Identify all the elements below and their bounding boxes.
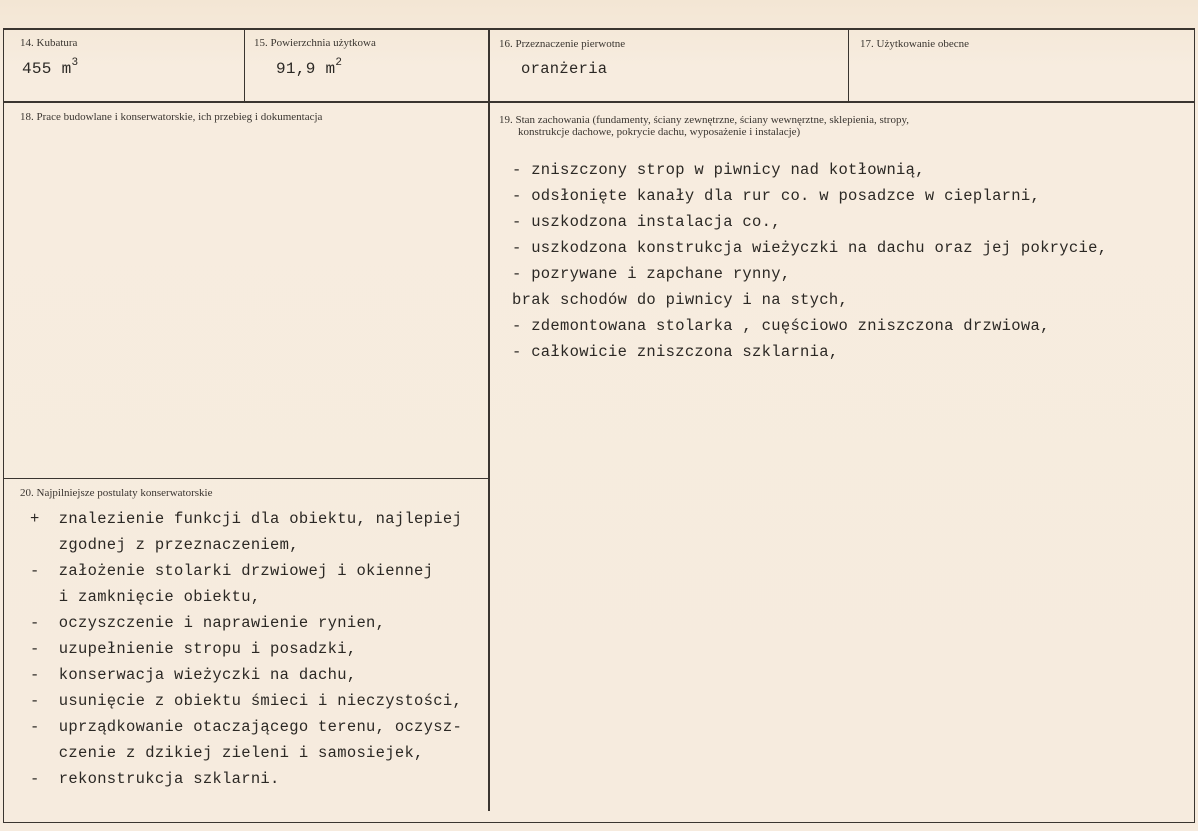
powierzchnia-unit-superscript: 2: [335, 57, 343, 69]
stan-item: - odsłonięte kanały dla rur co. w posadzce w cieplarni,: [512, 187, 1041, 205]
postulaty-label: 20. Najpilniejsze postulaty konserwatorskie: [20, 487, 213, 499]
postulaty-item: czenie z dzikiej zieleni i samosiejek,: [30, 744, 424, 762]
stan-list: [512, 161, 1107, 369]
kubatura-value: 455 $m^3$: [22, 57, 79, 78]
divider-16-17: [848, 29, 849, 102]
stan-label-line2: konstrukcje dachowe, pokrycie dachu, wyposażenie i instalacje): [518, 126, 801, 138]
stan-item: - całkowicie zniszczona szklarnia,: [512, 343, 839, 361]
postulaty-item: - uzupełnienie stropu i posadzki,: [30, 640, 357, 658]
bottom-border: [3, 822, 1195, 823]
divider-18-20: [3, 478, 489, 479]
kubatura-unit-superscript: 3: [71, 57, 79, 69]
postulaty-item: - założenie stolarki drzwiowej i okiennej: [30, 562, 434, 580]
postulaty-item: - oczyszczenie i naprawienie rynien,: [30, 614, 386, 632]
stan-item: - zniszczony strop w piwnicy nad kotłownią,: [512, 161, 925, 179]
stan-item: - uszkodzona konstrukcja wieżyczki na dachu oraz jej pokrycie,: [512, 239, 1108, 257]
przeznaczenie-label: 16. Przeznaczenie pierwotne: [499, 38, 626, 50]
kubatura-label: 14. Kubatura: [20, 37, 78, 49]
stan-item: - pozrywane i zapchane rynny,: [512, 265, 791, 283]
right-border: [1194, 28, 1195, 823]
powierzchnia-label: 15. Powierzchnia użytkowa: [254, 37, 376, 49]
powierzchnia-value: 91,9 $m^2$: [276, 57, 343, 78]
left-border: [3, 28, 4, 823]
divider-15-16: [488, 29, 490, 811]
uzytkowanie-label: 17. Użytkowanie obecne: [860, 38, 970, 50]
postulaty-item: zgodnej z przeznaczeniem,: [30, 536, 299, 554]
divider-14-15: [244, 29, 245, 102]
stan-label-line1: 19. Stan zachowania (fundamenty, ściany zewnętrzne, ściany wewnęrztne, sklepienia, stropy,: [499, 114, 910, 126]
postulaty-item: - konserwacja wieżyczki na dachu,: [30, 666, 357, 684]
postulaty-item: - usunięcie z obiektu śmieci i nieczystości,: [30, 692, 463, 710]
prace-label: 18. Prace budowlane i konserwatorskie, ich przebieg i dokumentacja: [20, 111, 323, 123]
postulaty-item: - uprządkowanie otaczającego terenu, oczysz-: [30, 718, 463, 736]
przeznaczenie-value: oranżeria: [521, 60, 608, 78]
postulaty-list: [30, 510, 462, 796]
postulaty-item: - rekonstrukcja szklarni.: [30, 770, 280, 788]
top-border: [3, 28, 1195, 30]
stan-item: brak schodów do piwnicy i na stych,: [512, 291, 849, 309]
stan-item: - uszkodzona instalacja co.,: [512, 213, 781, 231]
row1-bottom-border: [3, 101, 1195, 103]
postulaty-item: i zamknięcie obiektu,: [30, 588, 261, 606]
postulaty-item: + znalezienie funkcji dla obiektu, najlepiej: [30, 510, 463, 528]
stan-item: - zdemontowana stolarka , cuęściowo zniszczona drzwiowa,: [512, 317, 1050, 335]
